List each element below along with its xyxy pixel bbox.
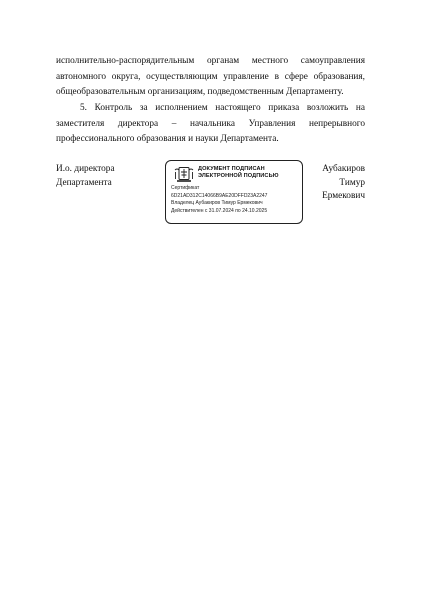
certificate-label: Сертификат [171,185,200,191]
certificate-validity: Действителен с 31.07.2024 по 24.10.2025 [171,207,268,214]
position-line-2: Департамента [56,177,112,188]
signatory-position [56,163,115,190]
stamp-title-line-2: ЭЛЕКТРОННОЙ ПОДПИСЬЮ [198,173,279,179]
position-line-1: И.о. директора [56,164,115,174]
stamp-details [171,185,267,215]
name-line-2: Тимур [339,177,365,188]
certificate-number: 6D21AD312C14066B9AE20DFFD23A2247 [171,192,268,199]
electronic-signature-stamp [165,160,303,224]
name-line-1: Аубакиров [322,164,365,174]
stamp-title [198,166,279,180]
paragraph-control-clause: 5. Контроль за исполнением настоящего приказа возложить на заместителя директора – начальника Управления непрерывного профессионального образования и науки Департамента. [56,103,365,144]
certificate-owner: Владелец Аубакиров Тимур Ермекович [171,200,263,207]
stamp-title-line-1: ДОКУМЕНТ ПОДПИСАН [198,166,265,172]
name-line-3: Ермекович [322,191,365,201]
paragraph-distribution: исполнительно-распорядительным органам местного самоуправления автономного округа, осуществляющим управление в сфере образования, общеобразовательным организациям, подведомственным Департаменту. [56,56,365,97]
signatory-name [322,163,365,204]
coat-of-arms-icon [174,166,194,183]
